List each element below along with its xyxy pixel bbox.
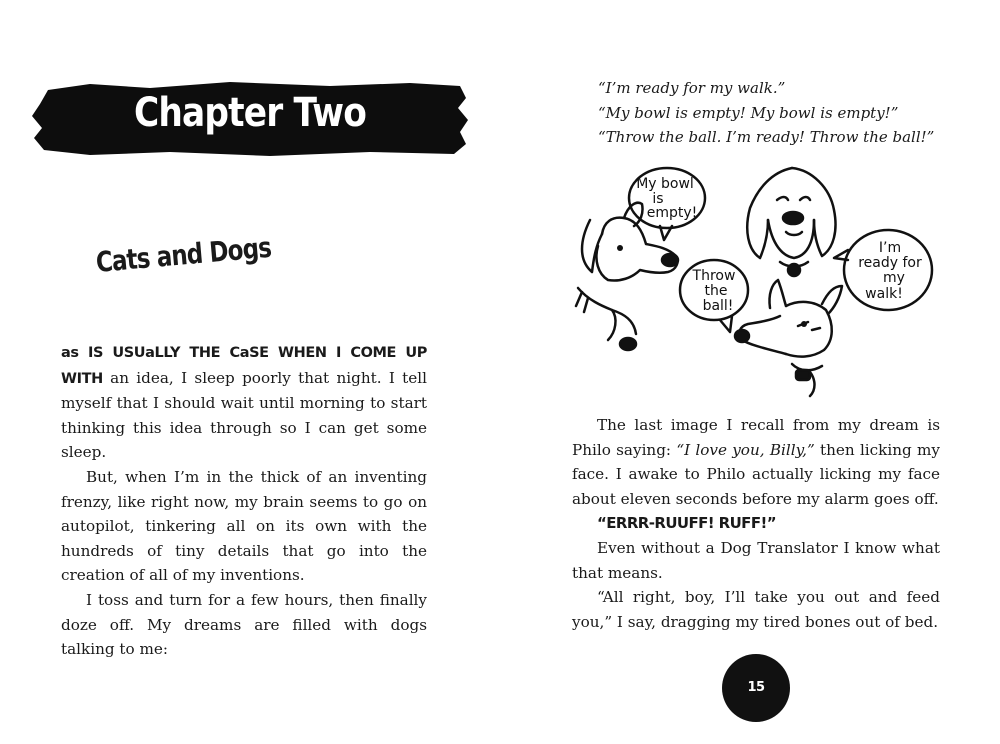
- paragraph-text: The last image I recall from my dream is Philo saying:: [572, 416, 940, 459]
- paragraph: “All right, boy, I’ll take you out and feed you,” I say, dragging my tired bones out of bed.: [572, 588, 940, 631]
- bubble-text-walk: [858, 240, 922, 302]
- bottom-dog: [735, 280, 842, 396]
- paragraph: [572, 413, 940, 511]
- lead-in: as IS USUaLLY THE CaSE WHEN I COME UP WITH: [61, 345, 427, 387]
- paragraph: But, when I’m in the thick of an inventing frenzy, like right now, my brain seems to go on autopilot, tinkering all on its own with the hundreds of tiny details that go into the creation of all of my inventions.: [61, 467, 427, 585]
- right-body-text: [572, 413, 940, 634]
- chapter-banner: [30, 76, 470, 160]
- quote-line: “My bowl is empty! My bowl is empty!”: [598, 103, 899, 122]
- bubble-line: my: [883, 270, 905, 286]
- bubble-line: the: [704, 283, 728, 299]
- bubble-text-ball: [692, 268, 736, 314]
- left-dog: [576, 203, 678, 350]
- bubble-line: empty!: [646, 205, 698, 221]
- paragraph: I toss and turn for a few hours, then finally doze off. My dreams are filled with dogs talking to me:: [61, 590, 427, 659]
- dog-quotes: [598, 76, 958, 150]
- bubble-text-bowl: [636, 176, 697, 221]
- bark-line: “ERRR-RUUFF! RUFF!”: [597, 514, 776, 533]
- bubble-line: walk!: [865, 286, 903, 302]
- paragraph: [61, 340, 427, 465]
- bubble-line: Throw: [692, 268, 736, 284]
- dogs-illustration: [572, 160, 952, 400]
- chapter-title: Chapter Two: [134, 90, 366, 136]
- quote-line: “I’m ready for my walk.”: [598, 79, 786, 97]
- bubble-line: is: [652, 191, 664, 207]
- paragraph: Even without a Dog Translator I know what that means.: [572, 538, 940, 582]
- left-body-text: [61, 340, 427, 662]
- paragraph-text: an idea, I sleep poorly that night. I tell myself that I should wait until morning to start thinking this idea through so I can get some sleep.: [61, 368, 427, 462]
- bubble-line: My bowl: [636, 176, 694, 192]
- section-title: Cats and Dogs: [94, 230, 273, 279]
- page-number: 15: [722, 654, 790, 722]
- quote-line: “Throw the ball. I’m ready! Throw the ball!”: [598, 128, 935, 146]
- bubble-line: ball!: [702, 298, 734, 314]
- philo-quote: “I love you, Billy,”: [676, 440, 815, 459]
- bubble-line: ready for: [858, 255, 922, 271]
- top-dog: [747, 168, 835, 276]
- bubble-line: I’m: [878, 240, 902, 256]
- paragraph-text: then licking my face. I awake to Philo actually licking my face about eleven seconds before my alarm goes off.: [572, 440, 940, 508]
